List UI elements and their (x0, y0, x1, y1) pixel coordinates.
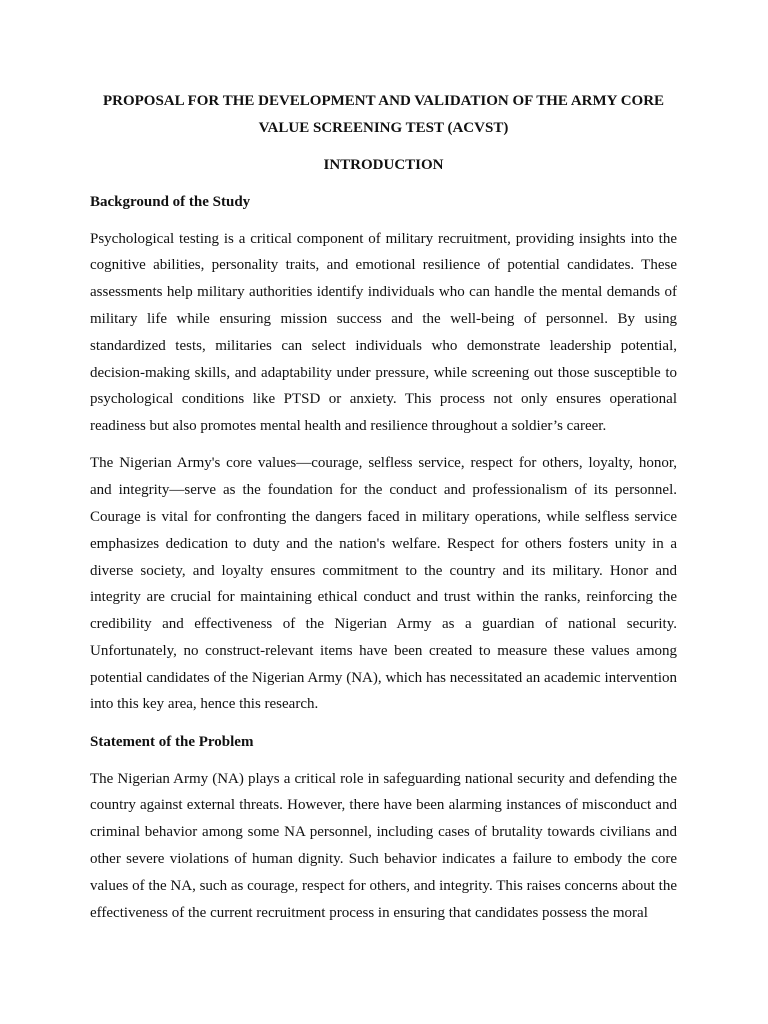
document-title: PROPOSAL FOR THE DEVELOPMENT AND VALIDATION OF THE ARMY CORE VALUE SCREENING TEST (ACVST) (102, 93, 665, 136)
section-heading-introduction: INTRODUCTION (323, 156, 444, 173)
document-page (90, 88, 677, 1008)
subheading-background: Background of the Study (90, 193, 251, 210)
paragraph-background-2: The Nigerian Army's core values—courage, selfless service, respect for others, loyalty, honor, and integrity—serve as the foundation for the conduct and professionalism of its personnel. Courage is vital for confronting the dangers faced in military operations, while selfless service emphasizes dedication to duty and the nation's welfare. Respect for others fosters unity in a diverse society, and loyalty ensures commitment to the country and its military. Honor and integrity are crucial for maintaining ethical conduct and trust within the ranks, reinforcing the credibility and effectiveness of the Nigerian Army as a guardian of national security. Unfortunately, no construct-relevant items have been created to measure these values among potential candidates of the Nigerian Army (NA), which has necessitated an academic intervention into this key area, hence this research. (90, 455, 677, 713)
subheading-problem-statement: Statement of the Problem (90, 733, 254, 750)
paragraph-background-1: Psychological testing is a critical component of military recruitment, providing insights into the cognitive abilities, personality traits, and emotional resilience of potential candidates. These assessments help military authorities identify individuals who can handle the mental demands of military life while ensuring mission success and the well-being of personnel. By using standardized tests, militaries can select individuals who demonstrate leadership potential, decision-making skills, and adaptability under pressure, while screening out those susceptible to psychological conditions like PTSD or anxiety. This process not only ensures operational readiness but also promotes mental health and resilience throughout a soldier’s career. (90, 230, 677, 435)
paragraph-problem-1: The Nigerian Army (NA) plays a critical role in safeguarding national security and defending the country against external threats. However, there have been alarming instances of misconduct and criminal behavior among some NA personnel, including cases of brutality towards civilians and other severe violations of human dignity. Such behavior indicates a failure to embody the core values of the NA, such as courage, respect for others, and integrity. This raises concerns about the effectiveness of the current recruitment process in ensuring that candidates possess the moral (90, 770, 677, 921)
